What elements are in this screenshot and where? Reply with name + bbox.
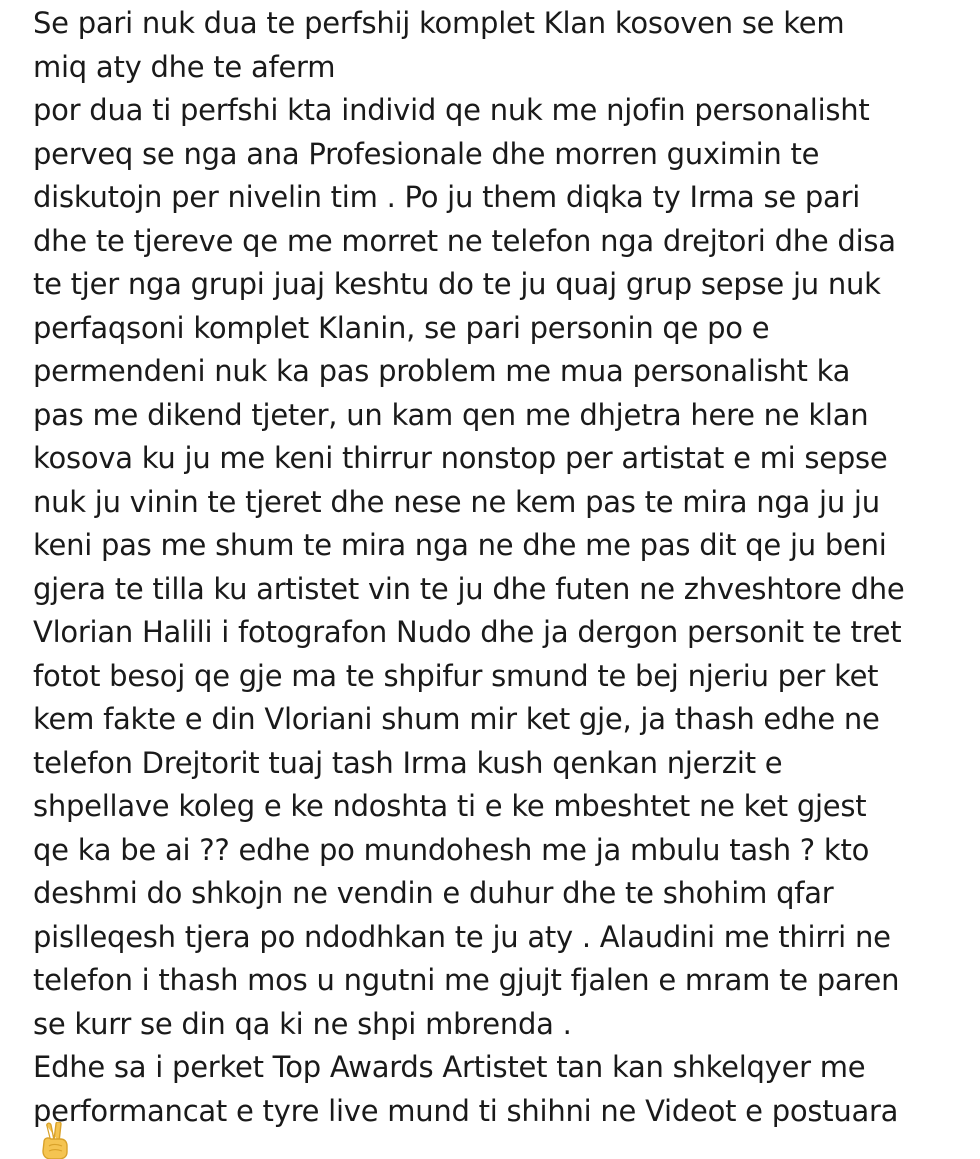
post-line: diskutojn per nivelin tim . Po ju them diqka ty Irma se pari — [33, 180, 861, 214]
post-line: shpellave koleg e ke ndoshta ti e ke mbeshtet ne ket gjest — [33, 789, 867, 823]
post-line: Se pari nuk dua te perfshij komplet Klan kosoven se kem — [33, 6, 845, 40]
post-line: qe ka be ai ?? edhe po mundohesh me ja mbulu tash ? kto — [33, 832, 870, 867]
post-line: telefon i thash mos u ngutni me gjujt fjalen e mram te paren — [33, 963, 900, 997]
post-line: por dua ti perfshi kta individ qe nuk me njofin personalisht — [33, 93, 870, 127]
post-line: nuk ju vinin te tjeret dhe nese ne kem pas te mira nga ju ju — [33, 484, 880, 519]
post-line: keni pas me shum te mira nga ne dhe me pas dit qe ju beni — [33, 528, 887, 562]
post-line: te tjer nga grupi juaj keshtu do te ju quaj grup sepse ju nuk — [33, 267, 881, 301]
post-line: perfaqsoni komplet Klanin, se pari personin qe po e — [33, 310, 770, 345]
post-line: miq aty dhe te aferm — [33, 49, 336, 84]
post-line: gjera te tilla ku artistet vin te ju dhe futen ne zhveshtore dhe — [33, 571, 905, 606]
post-text — [33, 2, 973, 1133]
post-line: telefon Drejtorit tuaj tash Irma kush qenkan njerzit e — [33, 745, 783, 780]
post-line: dhe te tjereve qe me morret ne telefon nga drejtori dhe disa — [33, 223, 896, 258]
post-line: kosova ku ju me keni thirrur nonstop per artistat e mi sepse — [33, 441, 888, 475]
post-line: se kurr se din qa ki ne shpi mbrenda . — [33, 1006, 572, 1041]
post-line: Edhe sa i perket Top Awards Artistet tan kan shkelqyer me — [33, 1050, 866, 1084]
post-line: perveq se nga ana Profesionale dhe morren guximin te — [33, 136, 820, 171]
post-line: kem fakte e din Vloriani shum mir ket gje, ja thash edhe ne — [33, 702, 880, 736]
post-line: Vlorian Halili i fotografon Nudo dhe ja dergon personit te tret — [33, 615, 902, 649]
post-line: pas me dikend tjeter, un kam qen me dhjetra here ne klan — [33, 397, 869, 432]
post-line: performancat e tyre live mund ti shihni ne Videot e postuara — [33, 1093, 899, 1128]
post-line: fotot besoj qe gje ma te shpifur smund te bej njeriu per ket — [33, 658, 879, 693]
post-line: permendeni nuk ka pas problem me mua personalisht ka — [33, 354, 851, 388]
post-line: pislleqesh tjera po ndodhkan te ju aty . Alaudini me thirri ne — [33, 919, 891, 954]
victory-hand-icon — [34, 1122, 74, 1159]
post-line: deshmi do shkojn ne vendin e duhur dhe te shohim qfar — [33, 876, 834, 910]
